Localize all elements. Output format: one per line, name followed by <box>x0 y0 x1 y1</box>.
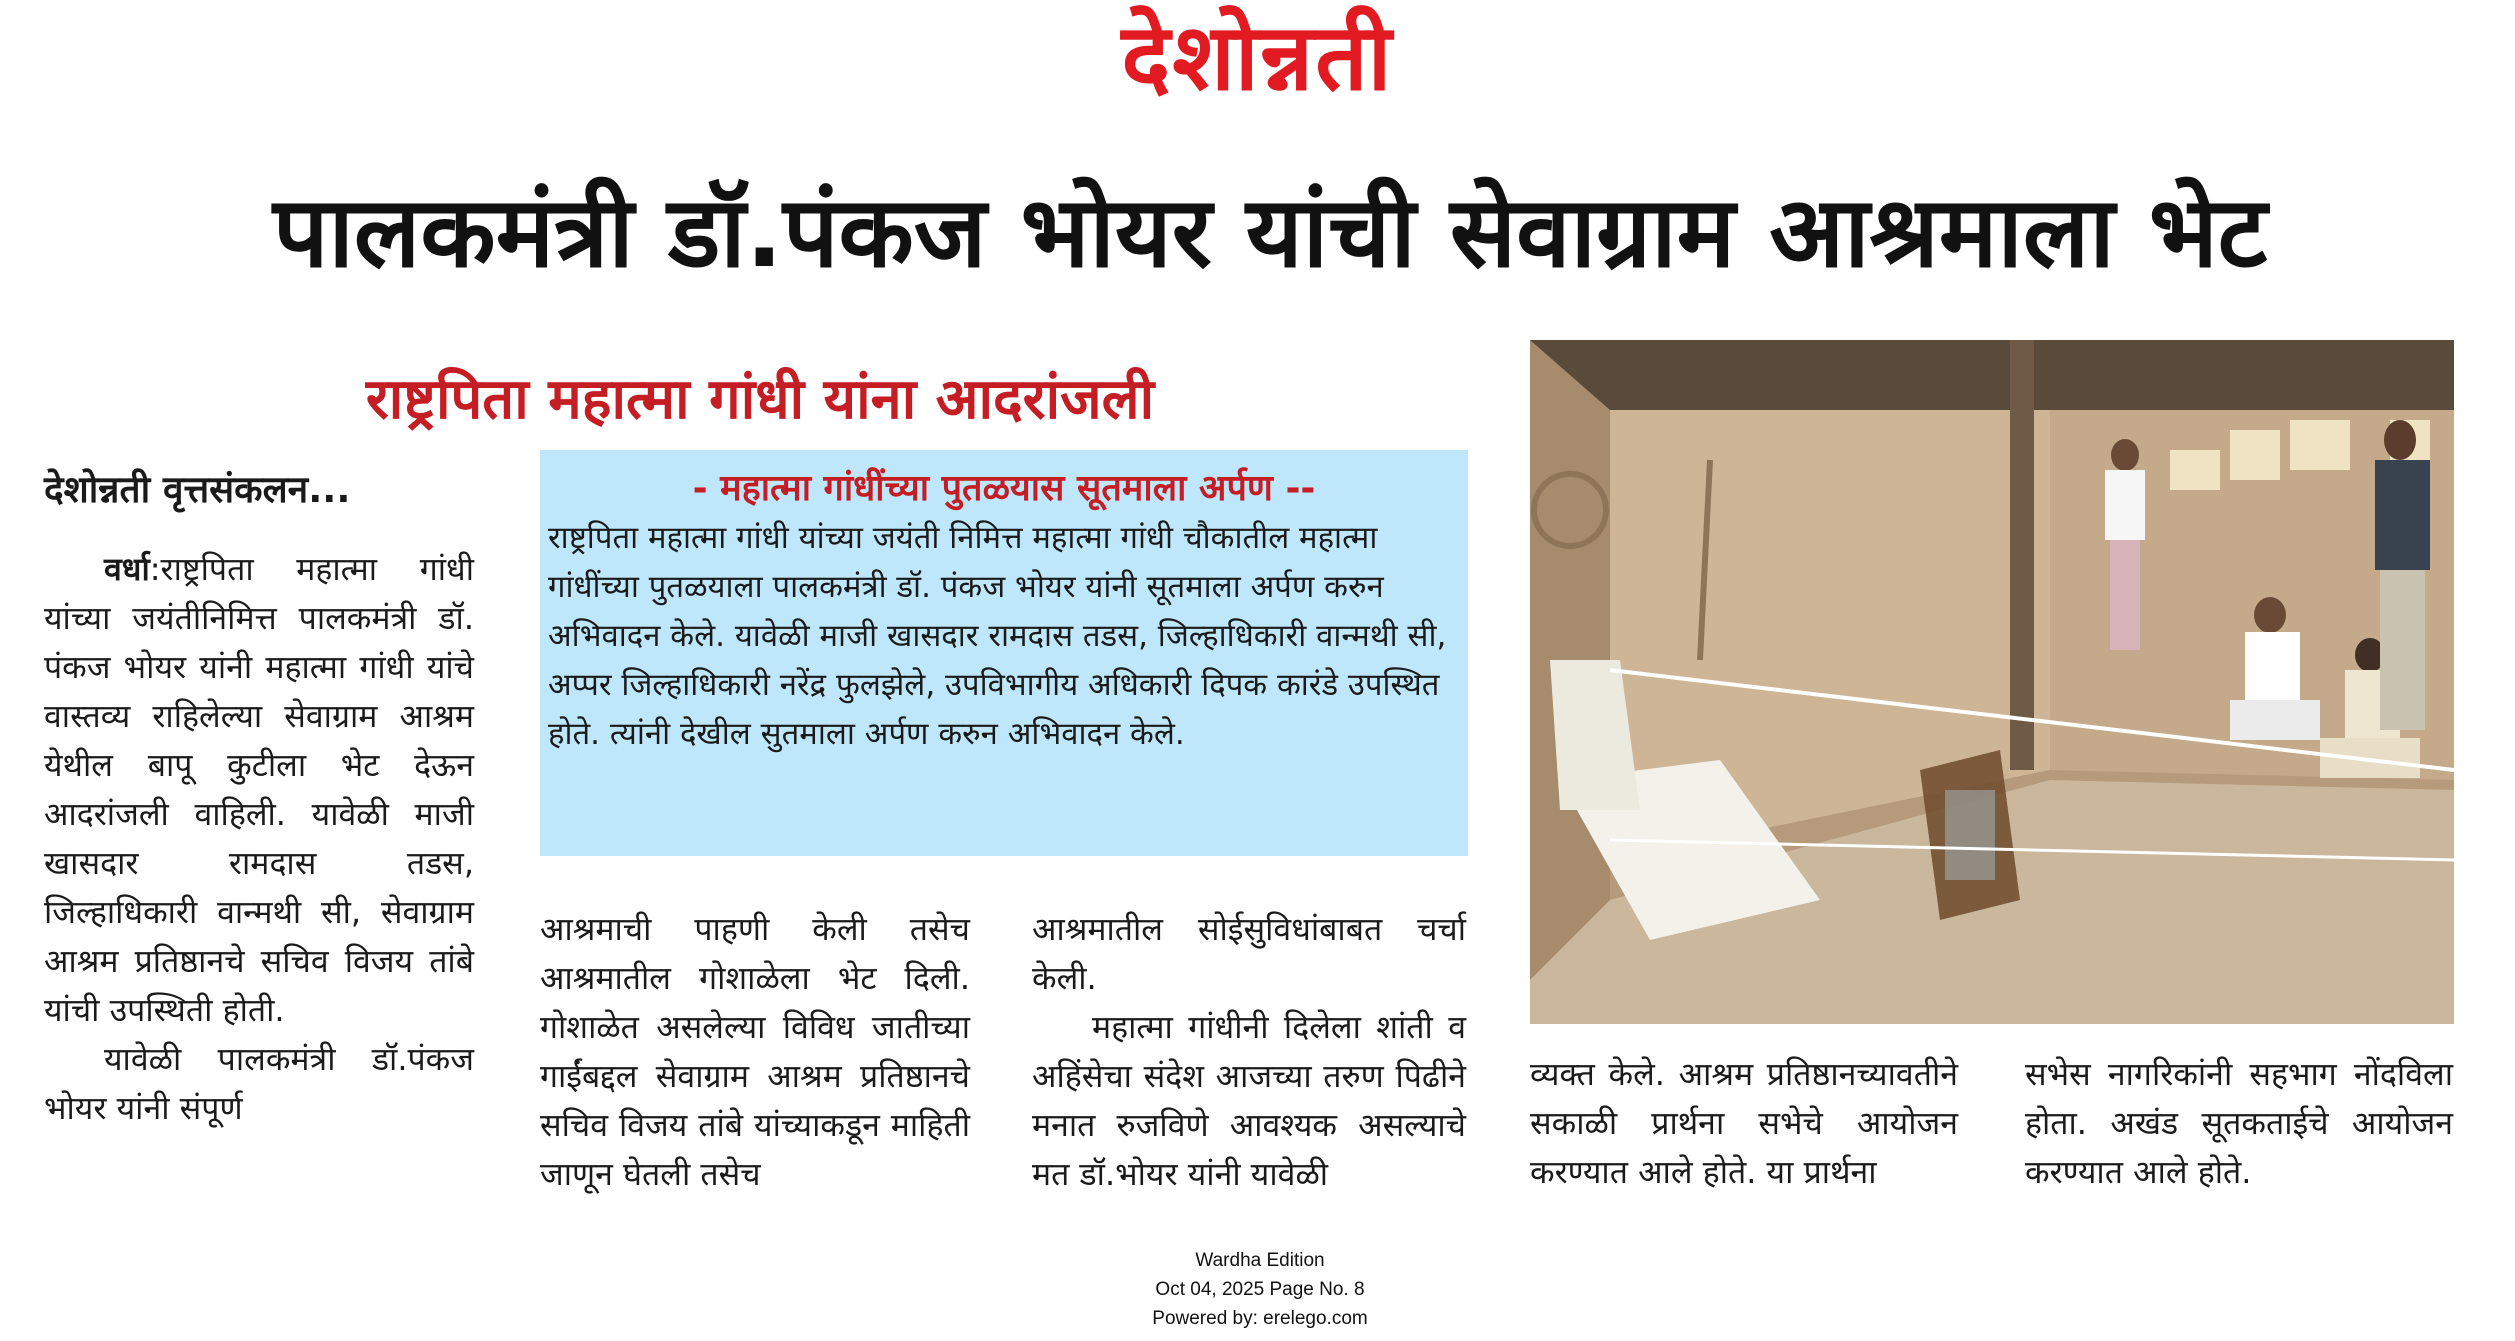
photo-illustration <box>1530 340 2454 1024</box>
highlight-box <box>540 450 1468 856</box>
dateline-place: वर्धा <box>104 550 150 588</box>
footer-powered-by: Powered by: erelego.com <box>1152 1308 1368 1329</box>
col2-paragraph: आश्रमाची पाहणी केली तसेच आश्रमातील गोशाळेला भेट दिली. गोशाळेत असलेल्या विविध जातीच्या गाईंबद्दल सेवाग्राम आश्रम प्रतिष्ठानचे सचिव विजय तांबे यांच्याकडून माहिती जाणून घेतली तसेच <box>540 910 970 1193</box>
news-photo <box>1530 340 2454 1024</box>
article-column-4 <box>1530 1050 1958 1197</box>
article-column-1 <box>44 545 474 1133</box>
highlight-box-body: राष्ट्रपिता महात्मा गांधी यांच्या जयंती निमित्त महात्मा गांधी चौकातील महात्मा गांधींच्या पुतळयाला पालकमंत्री डॉ. पंकज भोयर यांनी सूतमाला अर्पण करुन अभिवादन केले. यावेळी माजी खासदार रामदास तडस, जिल्हाधिकारी वान्मथी सी, अप्पर जिल्हाधिकारी नरेंद्र फुलझेले, उपविभागीय अधिकारी दिपक कारंडे उपस्थित होते. त्यांनी देखील सुतमाला अर्पण करुन अभिवादन केले. <box>548 520 1447 752</box>
article-column-2 <box>540 905 970 1199</box>
col1-paragraph-2: यावेळी पालकमंत्री डॉ.पंकज भोयर यांनी संपूर्ण <box>44 1040 474 1127</box>
highlight-box-title: - महात्मा गांधींच्या पुतळयास सूतमाला अर्पण -- <box>692 468 1316 509</box>
byline: देशोन्नती वृत्तसंकलन... <box>44 468 351 511</box>
footer-edition: Wardha Edition <box>1195 1250 1325 1271</box>
newspaper-masthead: देशोन्नती <box>1121 4 1394 111</box>
col1-paragraph-1: :राष्ट्रपिता महात्मा गांधी यांच्या जयंतीनिमित्त पालकमंत्री डॉ. पंकज भोयर यांनी महात्मा गांधी यांचे वास्तव्य राहिलेल्या सेवाग्राम आश्रम येथील बापू कुटीला भेट देऊन आदरांजली वाहिली. यावेळी माजी खासदार रामदास तडस, जिल्हाधिकारी वान्मथी सी, सेवाग्राम आश्रम प्रतिष्ठानचे सचिव विजय तांबे यांची उपस्थिती होती. <box>44 550 474 1029</box>
footer-date-page: Oct 04, 2025 Page No. 8 <box>1155 1279 1365 1300</box>
col4-paragraph: व्यक्त केले. आश्रम प्रतिष्ठानच्यावतीने सकाळी प्रार्थना सभेचे आयोजन करण्यात आले होते. या प्रार्थना <box>1530 1055 1958 1191</box>
article-column-5 <box>2025 1050 2453 1197</box>
col3-paragraph-1: आश्रमातील सोईसुविधांबाबत चर्चा केली. <box>1032 910 1466 997</box>
col5-paragraph: सभेस नागरिकांनी सहभाग नोंदविला होता. अखंड सूतकताईचे आयोजन करण्यात आले होते. <box>2025 1055 2453 1191</box>
article-column-3 <box>1032 905 1466 1199</box>
col3-paragraph-2: महात्मा गांधीनी दिलेला शांती व अहिंसेचा संदेश आजच्या तरुण पिढीने मनात रुजविणे आवश्यक असल्याचे मत डॉ.भोयर यांनी यावेळी <box>1032 1008 1466 1193</box>
article-headline: पालकमंत्री डॉ.पंकज भोयर यांची सेवाग्राम आश्रमाला भेट <box>272 176 2268 290</box>
article-subheadline: राष्ट्रपिता महात्मा गांधी यांना आदरांजली <box>365 367 1155 432</box>
